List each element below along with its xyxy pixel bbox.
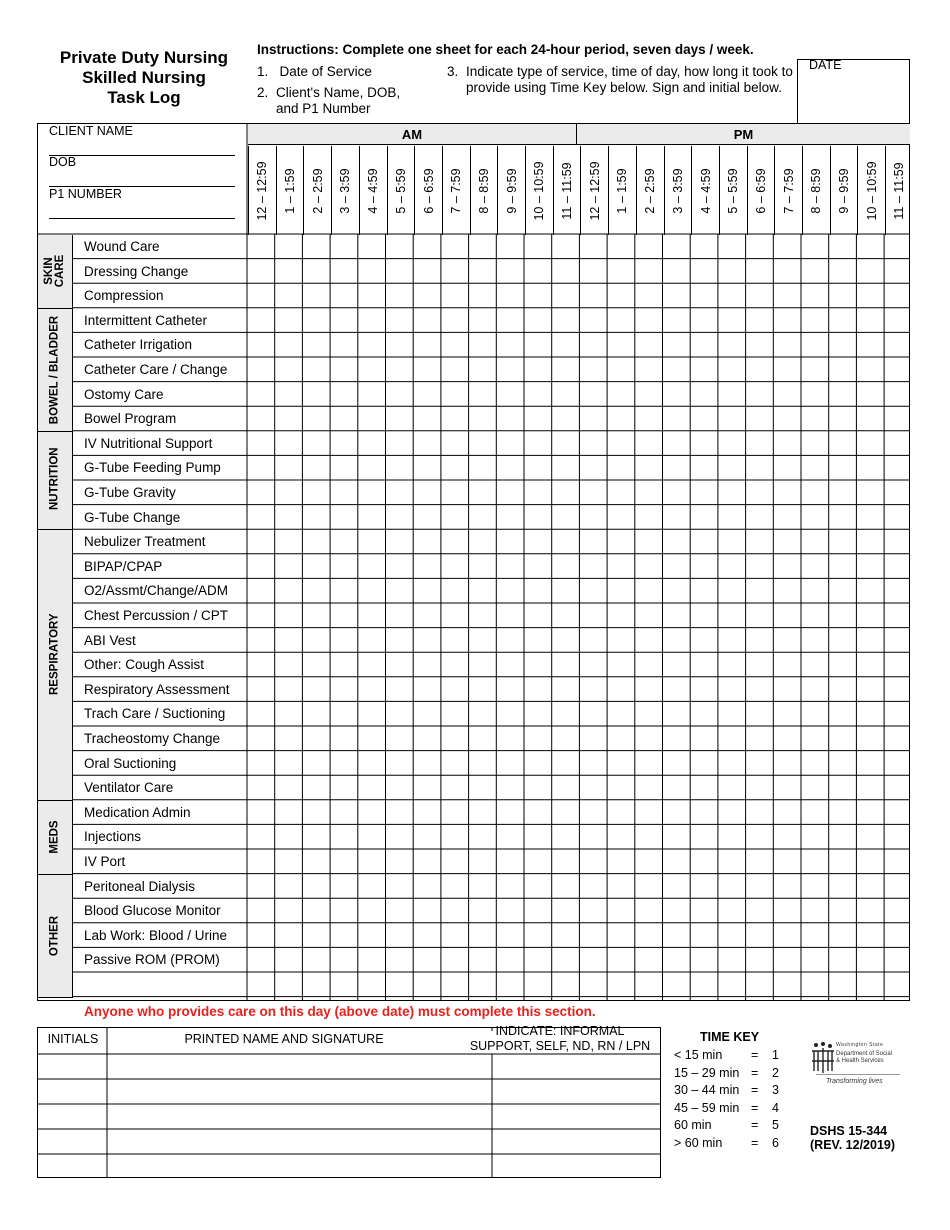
task-label: G-Tube Gravity <box>84 485 176 500</box>
task-row-cells[interactable] <box>248 924 910 949</box>
pm-hour-header <box>774 146 802 235</box>
task-row-cells[interactable] <box>248 678 910 703</box>
category-label: RESPIRATORY <box>48 613 61 695</box>
hour-label: 2 – 2:59 <box>643 167 658 214</box>
task-row-cells[interactable] <box>248 899 910 924</box>
initials-entry-cells[interactable] <box>38 1056 107 1179</box>
hour-label: 6 – 6:59 <box>753 167 768 214</box>
category-label: SKIN CARE <box>43 255 66 288</box>
task-label: Intermittent Catheter <box>84 312 208 328</box>
task-row-cells[interactable] <box>248 850 910 875</box>
task-row-cells[interactable] <box>248 776 910 801</box>
hour-label: 1 – 1:59 <box>615 167 630 214</box>
task-row-cells[interactable] <box>248 530 910 555</box>
dob-field[interactable] <box>49 171 235 187</box>
task-label: G-Tube Feeding Pump <box>84 460 221 476</box>
am-hour-header <box>442 146 470 235</box>
category-label: MEDS <box>48 820 61 854</box>
logo-dept-line-1: Department of Social <box>836 1051 893 1057</box>
task-log-grid <box>37 123 910 1001</box>
task-row-cells[interactable] <box>248 358 910 383</box>
task-label: IV Port <box>84 854 126 869</box>
am-hour-header <box>276 146 304 235</box>
time-key-range: 15 – 29 min <box>674 1065 740 1080</box>
time-key-eq: = <box>751 1136 759 1150</box>
hour-label: 9 – 9:59 <box>837 167 852 214</box>
instruction-3-text: Indicate type of service, time of day, how long it took to provide using Time Key below. Sign and initial below. <box>466 64 793 95</box>
task-row-cells[interactable] <box>248 653 910 678</box>
task-label: Other: Cough Assist <box>84 657 205 673</box>
task-row-cells[interactable] <box>248 948 910 973</box>
indicate-header <box>458 1025 662 1053</box>
am-hour-header <box>470 146 498 235</box>
time-key-range: < 15 min <box>674 1048 723 1062</box>
time-key-eq: = <box>751 1100 759 1115</box>
task-label: Tracheostomy Change <box>84 731 221 746</box>
instruction-1-text: Date of Service <box>279 64 372 79</box>
pm-hour-header <box>636 146 664 235</box>
hour-label: 11 – 11:59 <box>560 161 575 220</box>
hour-label: 4 – 4:59 <box>698 167 713 214</box>
category-bowel-bladder <box>38 309 73 432</box>
task-label: Trach Care / Suctioning <box>84 706 226 722</box>
date-label: DATE <box>809 58 842 72</box>
instruction-3 <box>447 64 794 96</box>
task-label: Ostomy Care <box>84 386 164 402</box>
time-key-value: 2 <box>772 1065 779 1080</box>
title-line-1: Private Duty Nursing <box>59 48 229 67</box>
pm-header: PM <box>576 124 910 145</box>
pm-hour-header <box>608 146 636 235</box>
time-key-eq: = <box>751 1118 759 1133</box>
hour-label: 7 – 7:59 <box>449 167 464 214</box>
task-row-cells[interactable] <box>248 555 910 580</box>
task-label: Blood Glucose Monitor <box>84 903 221 919</box>
logo-dept-line-2: & Health Services <box>836 1058 884 1064</box>
pm-hour-header <box>747 146 775 235</box>
am-hour-header <box>525 146 553 235</box>
hour-label: 10 – 10:59 <box>864 160 879 221</box>
task-label: Oral Suctioning <box>84 755 177 771</box>
time-key-range: 45 – 59 min <box>674 1100 740 1115</box>
am-hour-header <box>248 146 276 235</box>
task-label: Compression <box>84 288 164 304</box>
task-row-cells[interactable] <box>248 432 910 457</box>
am-hour-header <box>303 146 331 235</box>
category-label: BOWEL / BLADDER <box>48 315 61 424</box>
logo-state: Washington State <box>836 1042 884 1048</box>
time-key-range: > 60 min <box>674 1136 723 1150</box>
signature-table <box>37 1024 661 1178</box>
task-row-cells[interactable] <box>248 875 910 900</box>
provider-type-entry-cells[interactable] <box>493 1056 661 1179</box>
date-field[interactable] <box>797 59 910 124</box>
pm-hour-header <box>830 146 858 235</box>
time-key-value: 4 <box>772 1100 779 1115</box>
form-number <box>810 1124 895 1152</box>
time-key-value: 3 <box>772 1083 779 1098</box>
task-row-cells[interactable] <box>248 506 910 531</box>
task-row-cells[interactable] <box>248 284 910 309</box>
signature-notice: Anyone who provides care on this day (above date) must complete this section. <box>84 1004 596 1019</box>
task-label: IV Nutritional Support <box>84 435 213 451</box>
am-hour-header <box>387 146 415 235</box>
task-row-cells[interactable] <box>248 801 910 826</box>
task-row-cells[interactable] <box>248 333 910 358</box>
category-other <box>38 875 73 998</box>
task-label: Passive ROM (PROM) <box>84 952 220 968</box>
category-respiratory <box>38 530 73 801</box>
task-row-cells[interactable] <box>248 973 910 998</box>
task-label: Bowel Program <box>84 411 177 427</box>
time-key-value: 5 <box>772 1118 779 1133</box>
logo-divider <box>816 1074 900 1075</box>
time-key-range: 60 min <box>674 1118 712 1133</box>
pm-hour-header <box>691 146 719 235</box>
instruction-2-text: Client's Name, DOB, and P1 Number <box>276 85 401 116</box>
task-label: Respiratory Assessment <box>84 681 230 697</box>
task-row-cells[interactable] <box>248 629 910 654</box>
client-name-label: CLIENT NAME <box>49 124 133 138</box>
task-label: Catheter Care / Change <box>84 362 228 377</box>
am-header: AM <box>248 124 576 145</box>
task-row-cells[interactable] <box>248 456 910 481</box>
hour-label: 11 – 11:59 <box>892 161 907 220</box>
pm-hour-header <box>719 146 747 235</box>
task-label: Lab Work: Blood / Urine <box>84 927 228 943</box>
time-key-value: 1 <box>772 1048 779 1062</box>
task-label: O2/Assmt/Change/ADM <box>84 583 229 599</box>
task-label: Nebulizer Treatment <box>84 534 206 550</box>
hour-label: 2 – 2:59 <box>310 167 325 214</box>
p1-number-label: P1 NUMBER <box>49 187 122 201</box>
task-label: Catheter Irrigation <box>84 337 193 353</box>
hour-label: 5 – 5:59 <box>393 167 408 214</box>
task-row-cells[interactable] <box>248 702 910 727</box>
pm-hour-header <box>857 146 885 235</box>
logo-tagline: Transforming lives <box>826 1078 883 1085</box>
time-key-value: 6 <box>772 1136 779 1150</box>
form-number-code: DSHS 15-344 <box>810 1124 888 1138</box>
pm-hour-header <box>580 146 608 235</box>
title-line-2: Skilled Nursing <box>82 68 206 87</box>
instruction-3-number: 3. <box>447 64 459 79</box>
category-label: OTHER <box>48 915 61 956</box>
am-hour-header <box>359 146 387 235</box>
am-hour-header <box>497 146 525 235</box>
task-row-cells[interactable] <box>248 260 910 285</box>
task-label: G-Tube Change <box>84 509 181 525</box>
hour-label: 1 – 1:59 <box>283 167 298 214</box>
pm-hour-header <box>664 146 692 235</box>
form-title <box>38 48 250 108</box>
task-row-cells[interactable] <box>248 604 910 629</box>
pm-hour-header <box>885 146 913 235</box>
instruction-1 <box>257 64 372 80</box>
task-label: Injections <box>84 829 142 845</box>
task-label: Wound Care <box>84 239 160 254</box>
instruction-2 <box>257 85 417 117</box>
am-hour-header <box>414 146 442 235</box>
hour-label: 3 – 3:59 <box>338 167 353 214</box>
indicate-header-line-2: SUPPORT, SELF, ND, RN / LPN <box>469 1039 651 1053</box>
instruction-2-number: 2. <box>257 85 269 100</box>
category-label: NUTRITION <box>48 447 61 511</box>
task-row-cells[interactable] <box>248 309 910 334</box>
hour-label: 7 – 7:59 <box>781 167 796 214</box>
task-label: Medication Admin <box>84 804 191 820</box>
hour-label: 8 – 8:59 <box>809 167 824 214</box>
indicate-header-line-1: INDICATE: INFORMAL <box>495 1024 625 1038</box>
task-row-cells[interactable] <box>248 235 910 260</box>
task-row-cells[interactable] <box>248 481 910 506</box>
title-line-3: Task Log <box>107 88 181 107</box>
time-key-eq: = <box>751 1048 759 1062</box>
form-revision: (REV. 12/2019) <box>810 1138 896 1152</box>
hour-label: 5 – 5:59 <box>726 167 741 214</box>
task-row-cells[interactable] <box>248 407 910 432</box>
instructions-heading: Instructions: Complete one sheet for each 24-hour period, seven days / week. <box>257 42 754 57</box>
task-row-cells[interactable] <box>248 727 910 752</box>
task-label: BIPAP/CPAP <box>84 558 163 574</box>
task-row-cells[interactable] <box>248 579 910 604</box>
task-label: Peritoneal Dialysis <box>84 878 196 894</box>
task-row-cells[interactable] <box>248 752 910 777</box>
initials-header: INITIALS <box>47 1032 99 1046</box>
hour-label: 12 – 12:59 <box>587 160 602 221</box>
printed-name-header: PRINTED NAME AND SIGNATURE <box>184 1032 384 1046</box>
dshs-logo <box>810 1041 902 1091</box>
hour-label: 8 – 8:59 <box>476 167 491 214</box>
signature-entry-cells[interactable] <box>108 1056 492 1179</box>
category-nutrition <box>38 432 73 530</box>
task-label: Ventilator Care <box>84 780 174 796</box>
instruction-1-number: 1. <box>257 64 269 79</box>
hour-label: 3 – 3:59 <box>670 167 685 214</box>
hour-label: 6 – 6:59 <box>421 167 436 214</box>
time-key-title: TIME KEY <box>700 1030 760 1044</box>
time-key-eq: = <box>751 1065 759 1080</box>
time-key-eq: = <box>751 1083 759 1098</box>
task-label: ABI Vest <box>84 632 136 648</box>
time-key-range: 30 – 44 min <box>674 1083 740 1098</box>
category-meds <box>38 801 73 875</box>
dob-label: DOB <box>49 155 77 169</box>
task-label: Dressing Change <box>84 263 189 279</box>
hour-label: 10 – 10:59 <box>532 160 547 221</box>
category-skin-care <box>38 235 73 309</box>
task-label: Chest Percussion / CPT <box>84 608 229 623</box>
dshs-figures-icon <box>810 1041 836 1075</box>
client-name-field[interactable] <box>49 140 235 156</box>
am-hour-header <box>553 146 581 235</box>
pm-hour-header <box>802 146 830 235</box>
task-row-cells[interactable] <box>248 383 910 408</box>
hour-label: 12 – 12:59 <box>255 160 270 221</box>
am-hour-header <box>331 146 359 235</box>
hour-label: 4 – 4:59 <box>366 167 381 214</box>
p1-number-field[interactable] <box>49 203 235 219</box>
task-row-cells[interactable] <box>248 825 910 850</box>
hour-label: 9 – 9:59 <box>504 167 519 214</box>
